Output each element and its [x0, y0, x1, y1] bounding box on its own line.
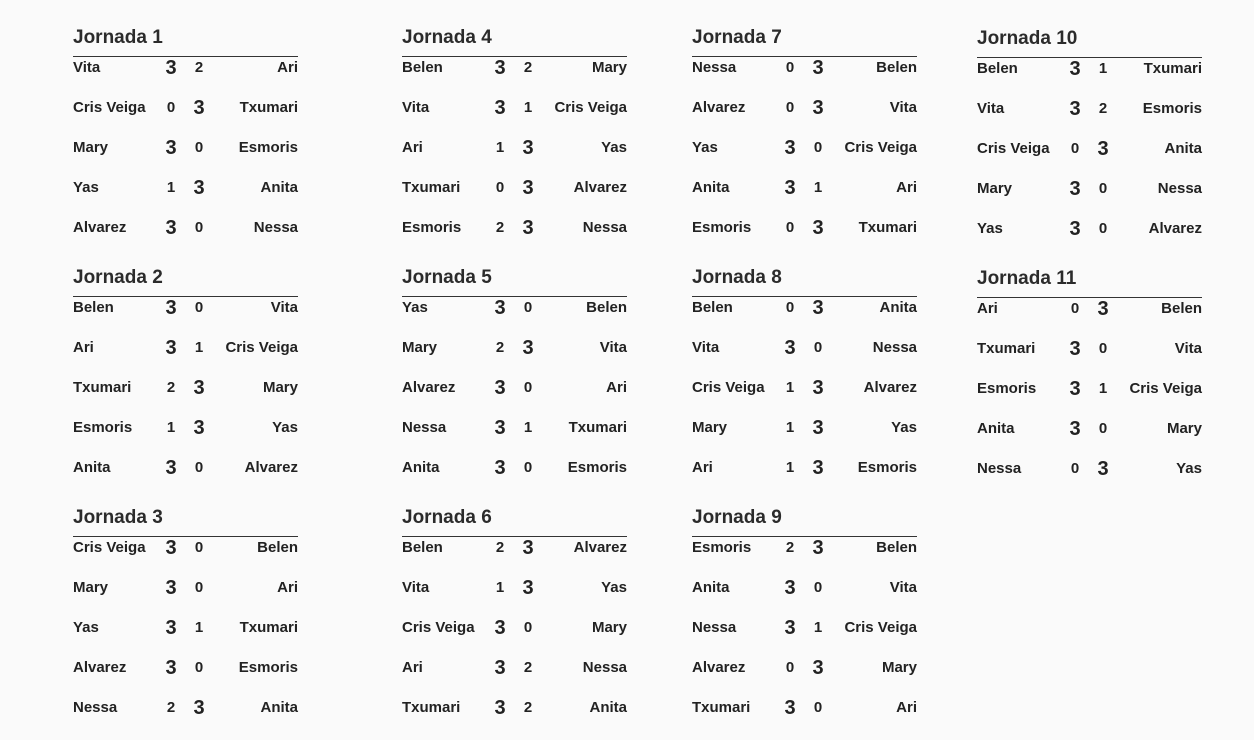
home-score: 0 — [495, 179, 505, 196]
home-player: Yas — [73, 179, 99, 196]
match-row — [692, 57, 917, 97]
away-score: 0 — [813, 339, 823, 356]
match-row — [402, 337, 627, 377]
away-player: Nessa — [582, 219, 627, 236]
away-player: Belen — [876, 59, 917, 76]
away-score: 0 — [523, 459, 533, 476]
away-player: Mary — [262, 379, 298, 396]
away-player: Vita — [889, 579, 917, 596]
round-block — [402, 0, 627, 257]
match-row — [692, 657, 917, 697]
away-score: 0 — [194, 539, 204, 556]
away-player: Nessa — [582, 659, 627, 676]
away-player: Anita — [260, 179, 298, 196]
away-player: Ari — [606, 379, 627, 396]
away-score: 1 — [813, 619, 823, 636]
match-row — [73, 697, 298, 737]
away-player: Txumari — [239, 619, 298, 636]
home-player: Txumari — [692, 699, 751, 716]
round-title: Jornada 9 — [692, 506, 917, 537]
match-row — [692, 337, 917, 377]
match-row — [977, 98, 1202, 138]
home-score: 3 — [1069, 178, 1081, 200]
round-block — [402, 240, 627, 497]
away-score: 0 — [194, 139, 204, 156]
away-score: 3 — [193, 377, 205, 399]
home-player: Ari — [73, 339, 94, 356]
match-row — [73, 537, 298, 577]
round-title: Jornada 5 — [402, 266, 627, 297]
match-row — [402, 377, 627, 417]
away-player: Vita — [889, 99, 917, 116]
match-row — [402, 97, 627, 137]
away-score: 1 — [1098, 380, 1108, 397]
home-player: Ari — [402, 659, 423, 676]
match-row — [977, 58, 1202, 98]
home-score: 3 — [494, 57, 506, 79]
round-block — [692, 240, 917, 497]
home-player: Esmoris — [73, 419, 133, 436]
home-score: 3 — [165, 217, 177, 239]
away-player: Yas — [1176, 460, 1202, 477]
away-player: Esmoris — [238, 659, 298, 676]
home-player: Alvarez — [73, 219, 127, 236]
away-score: 0 — [194, 579, 204, 596]
match-row — [402, 697, 627, 737]
home-player: Cris Veiga — [73, 539, 146, 556]
away-player: Alvarez — [244, 459, 298, 476]
away-score: 3 — [812, 57, 824, 79]
away-score: 0 — [194, 299, 204, 316]
round-title: Jornada 7 — [692, 26, 917, 57]
match-row — [402, 577, 627, 617]
away-player: Esmoris — [1142, 100, 1202, 117]
away-score: 3 — [812, 97, 824, 119]
away-player: Mary — [591, 59, 627, 76]
away-player: Yas — [272, 419, 298, 436]
home-score: 3 — [165, 337, 177, 359]
home-score: 3 — [494, 617, 506, 639]
home-player: Cris Veiga — [402, 619, 475, 636]
home-player: Yas — [692, 139, 718, 156]
away-score: 3 — [1097, 458, 1109, 480]
home-score: 0 — [785, 99, 795, 116]
match-row — [692, 577, 917, 617]
home-score: 3 — [784, 617, 796, 639]
home-score: 3 — [494, 297, 506, 319]
home-player: Nessa — [692, 619, 737, 636]
match-row — [73, 417, 298, 457]
home-player: Esmoris — [402, 219, 462, 236]
away-score: 3 — [193, 697, 205, 719]
away-player: Anita — [589, 699, 627, 716]
round-title: Jornada 1 — [73, 26, 298, 57]
home-score: 1 — [166, 179, 176, 196]
away-score: 3 — [522, 177, 534, 199]
home-score: 3 — [165, 137, 177, 159]
away-player: Esmoris — [567, 459, 627, 476]
home-player: Anita — [977, 420, 1015, 437]
round-block — [73, 240, 298, 497]
home-player: Anita — [402, 459, 440, 476]
match-row — [402, 57, 627, 97]
home-player: Anita — [73, 459, 111, 476]
home-score: 3 — [1069, 418, 1081, 440]
home-score: 3 — [165, 537, 177, 559]
match-row — [402, 137, 627, 177]
away-score: 3 — [812, 657, 824, 679]
home-player: Belen — [73, 299, 114, 316]
home-player: Nessa — [73, 699, 118, 716]
match-row — [73, 57, 298, 97]
away-score: 0 — [194, 659, 204, 676]
home-score: 3 — [165, 297, 177, 319]
home-player: Txumari — [977, 340, 1036, 357]
away-score: 0 — [813, 699, 823, 716]
round-title: Jornada 3 — [73, 506, 298, 537]
away-score: 0 — [1098, 220, 1108, 237]
match-row — [73, 137, 298, 177]
away-player: Nessa — [253, 219, 298, 236]
away-player: Alvarez — [863, 379, 917, 396]
away-score: 0 — [523, 619, 533, 636]
away-player: Belen — [586, 299, 627, 316]
home-score: 1 — [166, 419, 176, 436]
match-row — [73, 377, 298, 417]
match-row — [977, 298, 1202, 338]
home-player: Cris Veiga — [692, 379, 765, 396]
round-title: Jornada 4 — [402, 26, 627, 57]
home-score: 3 — [784, 177, 796, 199]
away-player: Cris Veiga — [225, 339, 298, 356]
home-score: 3 — [494, 657, 506, 679]
match-row — [977, 138, 1202, 178]
away-score: 3 — [522, 217, 534, 239]
home-player: Vita — [692, 339, 720, 356]
away-score: 1 — [523, 99, 533, 116]
round-title: Jornada 11 — [977, 267, 1202, 298]
home-score: 3 — [494, 697, 506, 719]
away-score: 3 — [522, 137, 534, 159]
match-row — [692, 377, 917, 417]
match-row — [977, 338, 1202, 378]
away-score: 2 — [523, 659, 533, 676]
round-title: Jornada 10 — [977, 27, 1202, 58]
match-row — [692, 177, 917, 217]
away-score: 1 — [813, 179, 823, 196]
home-player: Belen — [692, 299, 733, 316]
round-block — [977, 1, 1202, 258]
match-row — [73, 657, 298, 697]
home-player: Yas — [977, 220, 1003, 237]
home-player: Mary — [977, 180, 1013, 197]
home-player: Vita — [402, 99, 430, 116]
match-row — [402, 657, 627, 697]
round-block — [402, 480, 627, 737]
home-score: 1 — [785, 459, 795, 476]
away-player: Txumari — [858, 219, 917, 236]
home-score: 3 — [1069, 58, 1081, 80]
away-score: 2 — [523, 59, 533, 76]
away-score: 3 — [1097, 298, 1109, 320]
home-score: 3 — [165, 657, 177, 679]
home-score: 2 — [166, 699, 176, 716]
away-score: 3 — [522, 537, 534, 559]
home-player: Vita — [402, 579, 430, 596]
away-player: Vita — [1174, 340, 1202, 357]
match-row — [73, 617, 298, 657]
home-player: Ari — [402, 139, 423, 156]
home-player: Txumari — [402, 699, 461, 716]
match-row — [402, 177, 627, 217]
away-player: Txumari — [568, 419, 627, 436]
away-score: 3 — [812, 537, 824, 559]
home-player: Yas — [402, 299, 428, 316]
away-player: Txumari — [1143, 60, 1202, 77]
home-score: 0 — [785, 59, 795, 76]
match-row — [73, 97, 298, 137]
home-score: 3 — [494, 97, 506, 119]
round-title: Jornada 2 — [73, 266, 298, 297]
home-player: Alvarez — [692, 99, 746, 116]
away-player: Alvarez — [573, 539, 627, 556]
home-player: Nessa — [692, 59, 737, 76]
away-score: 0 — [194, 459, 204, 476]
home-score: 0 — [785, 659, 795, 676]
home-score: 3 — [784, 577, 796, 599]
home-player: Esmoris — [977, 380, 1037, 397]
home-player: Esmoris — [692, 219, 752, 236]
away-score: 0 — [813, 579, 823, 596]
away-score: 0 — [813, 139, 823, 156]
home-score: 3 — [1069, 378, 1081, 400]
home-player: Anita — [692, 579, 730, 596]
home-player: Alvarez — [692, 659, 746, 676]
home-score: 0 — [1070, 140, 1080, 157]
home-score: 3 — [165, 577, 177, 599]
away-score: 3 — [812, 217, 824, 239]
away-player: Nessa — [872, 339, 917, 356]
home-score: 0 — [785, 219, 795, 236]
round-title: Jornada 6 — [402, 506, 627, 537]
match-row — [402, 417, 627, 457]
match-row — [73, 177, 298, 217]
home-score: 0 — [785, 299, 795, 316]
away-player: Nessa — [1157, 180, 1202, 197]
away-player: Txumari — [239, 99, 298, 116]
match-row — [402, 537, 627, 577]
round-title: Jornada 8 — [692, 266, 917, 297]
round-block — [692, 0, 917, 257]
round-block — [73, 0, 298, 257]
home-player: Ari — [692, 459, 713, 476]
home-score: 3 — [494, 417, 506, 439]
home-score: 3 — [1069, 98, 1081, 120]
home-score: 3 — [1069, 218, 1081, 240]
away-score: 0 — [1098, 180, 1108, 197]
match-row — [73, 297, 298, 337]
match-row — [402, 297, 627, 337]
home-player: Alvarez — [73, 659, 127, 676]
home-player: Belen — [402, 539, 443, 556]
home-score: 1 — [495, 579, 505, 596]
home-player: Alvarez — [402, 379, 456, 396]
away-player: Ari — [277, 579, 298, 596]
away-player: Yas — [601, 139, 627, 156]
match-row — [73, 577, 298, 617]
home-score: 1 — [495, 139, 505, 156]
home-player: Mary — [73, 579, 109, 596]
away-player: Mary — [1166, 420, 1202, 437]
away-score: 1 — [194, 339, 204, 356]
away-player: Belen — [1161, 300, 1202, 317]
match-row — [402, 617, 627, 657]
home-score: 2 — [495, 339, 505, 356]
match-row — [692, 97, 917, 137]
home-score: 3 — [165, 617, 177, 639]
match-row — [692, 697, 917, 737]
home-score: 0 — [1070, 460, 1080, 477]
away-player: Anita — [879, 299, 917, 316]
away-score: 3 — [1097, 138, 1109, 160]
away-player: Yas — [601, 579, 627, 596]
away-score: 2 — [523, 699, 533, 716]
home-score: 3 — [784, 137, 796, 159]
away-score: 0 — [523, 379, 533, 396]
away-score: 0 — [523, 299, 533, 316]
home-score: 3 — [165, 57, 177, 79]
away-player: Alvarez — [1148, 220, 1202, 237]
match-row — [977, 378, 1202, 418]
away-player: Belen — [876, 539, 917, 556]
home-score: 3 — [494, 457, 506, 479]
match-row — [692, 137, 917, 177]
match-row — [692, 417, 917, 457]
away-player: Alvarez — [573, 179, 627, 196]
home-score: 2 — [495, 219, 505, 236]
away-player: Anita — [1164, 140, 1202, 157]
away-player: Cris Veiga — [554, 99, 627, 116]
home-score: 3 — [494, 377, 506, 399]
away-score: 2 — [1098, 100, 1108, 117]
home-player: Cris Veiga — [73, 99, 146, 116]
home-score: 0 — [1070, 300, 1080, 317]
away-player: Esmoris — [238, 139, 298, 156]
away-score: 3 — [812, 297, 824, 319]
home-score: 0 — [166, 99, 176, 116]
match-row — [977, 178, 1202, 218]
away-player: Ari — [277, 59, 298, 76]
away-score: 1 — [523, 419, 533, 436]
home-player: Vita — [73, 59, 101, 76]
away-player: Ari — [896, 179, 917, 196]
home-player: Ari — [977, 300, 998, 317]
home-score: 3 — [784, 697, 796, 719]
home-player: Txumari — [73, 379, 132, 396]
match-row — [977, 458, 1202, 498]
away-player: Cris Veiga — [844, 619, 917, 636]
away-score: 3 — [812, 417, 824, 439]
home-score: 2 — [495, 539, 505, 556]
home-player: Nessa — [402, 419, 447, 436]
home-player: Nessa — [977, 460, 1022, 477]
away-score: 0 — [194, 219, 204, 236]
away-player: Vita — [270, 299, 298, 316]
away-player: Cris Veiga — [1129, 380, 1202, 397]
home-score: 3 — [165, 457, 177, 479]
home-player: Mary — [402, 339, 438, 356]
match-row — [73, 337, 298, 377]
home-player: Mary — [692, 419, 728, 436]
away-player: Ari — [896, 699, 917, 716]
away-score: 0 — [1098, 420, 1108, 437]
away-score: 3 — [193, 97, 205, 119]
home-score: 3 — [784, 337, 796, 359]
round-block — [977, 241, 1202, 498]
away-score: 3 — [193, 417, 205, 439]
match-row — [977, 418, 1202, 458]
home-player: Mary — [73, 139, 109, 156]
home-player: Cris Veiga — [977, 140, 1050, 157]
away-score: 0 — [1098, 340, 1108, 357]
away-player: Anita — [260, 699, 298, 716]
home-player: Txumari — [402, 179, 461, 196]
away-score: 3 — [812, 457, 824, 479]
away-score: 1 — [1098, 60, 1108, 77]
home-score: 2 — [785, 539, 795, 556]
home-score: 1 — [785, 419, 795, 436]
away-player: Vita — [599, 339, 627, 356]
away-score: 2 — [194, 59, 204, 76]
round-block — [73, 480, 298, 737]
away-score: 3 — [522, 337, 534, 359]
away-player: Cris Veiga — [844, 139, 917, 156]
away-score: 3 — [522, 577, 534, 599]
away-score: 3 — [812, 377, 824, 399]
match-row — [692, 617, 917, 657]
away-player: Mary — [881, 659, 917, 676]
home-score: 1 — [785, 379, 795, 396]
round-block — [692, 480, 917, 737]
away-player: Mary — [591, 619, 627, 636]
match-row — [692, 537, 917, 577]
away-score: 3 — [193, 177, 205, 199]
home-player: Yas — [73, 619, 99, 636]
away-player: Belen — [257, 539, 298, 556]
home-score: 2 — [166, 379, 176, 396]
home-player: Vita — [977, 100, 1005, 117]
home-player: Belen — [977, 60, 1018, 77]
home-player: Anita — [692, 179, 730, 196]
home-score: 3 — [1069, 338, 1081, 360]
away-score: 1 — [194, 619, 204, 636]
home-player: Esmoris — [692, 539, 752, 556]
away-player: Esmoris — [857, 459, 917, 476]
match-row — [692, 297, 917, 337]
away-player: Yas — [891, 419, 917, 436]
home-player: Belen — [402, 59, 443, 76]
